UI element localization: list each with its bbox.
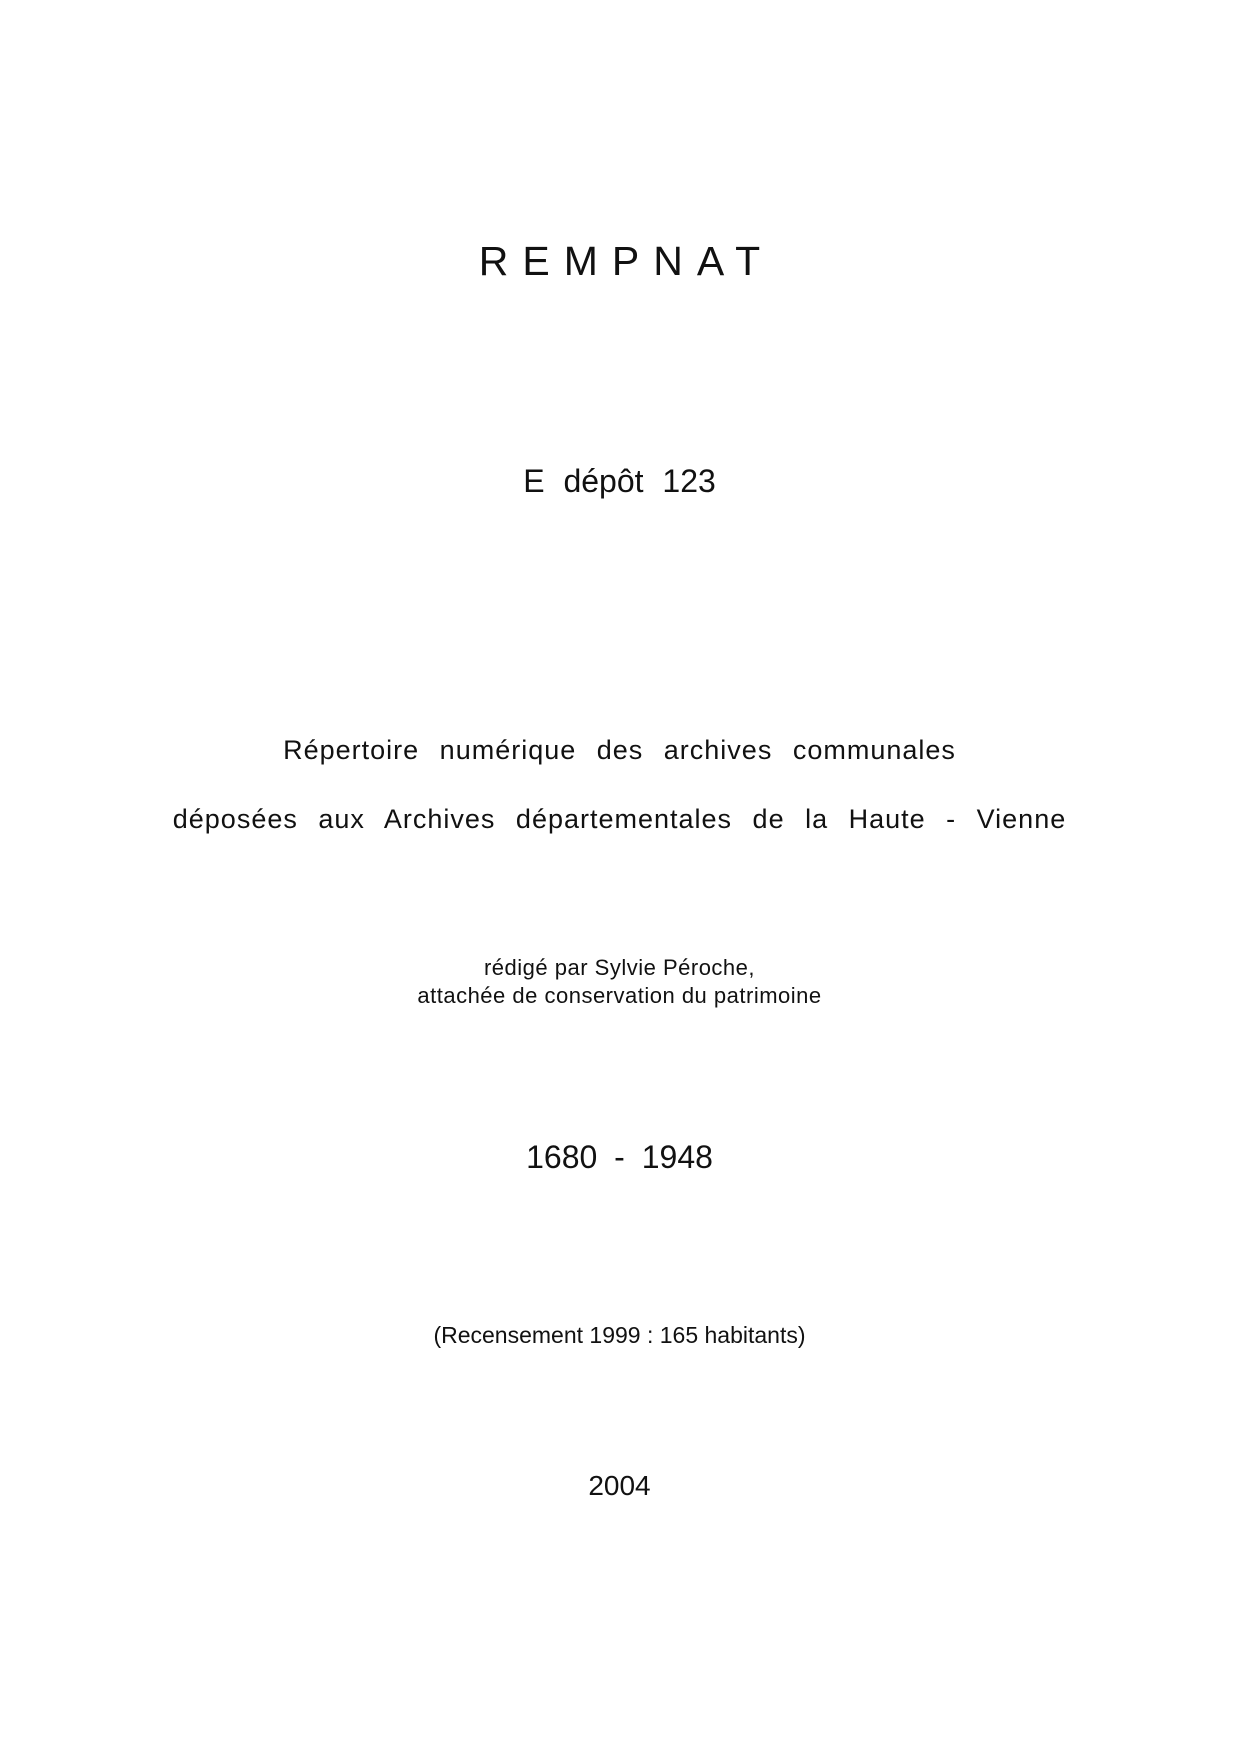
commune-name: REMPNAT: [478, 238, 775, 284]
document-title-line-2: déposées aux Archives départementales de la Haute - Vienne: [172, 804, 1067, 834]
date-range: 1680 - 1948: [526, 1139, 713, 1175]
author-line: rédigé par Sylvie Péroche,: [483, 955, 756, 980]
census-note: (Recensement 1999 : 165 habitants): [433, 1322, 806, 1348]
publication-year: 2004: [588, 1470, 651, 1501]
archive-reference: E dépôt 123: [523, 463, 716, 499]
document-title-line-1: Répertoire numérique des archives communales: [283, 735, 956, 765]
author-role-line: attachée de conservation du patrimoine: [417, 983, 822, 1008]
